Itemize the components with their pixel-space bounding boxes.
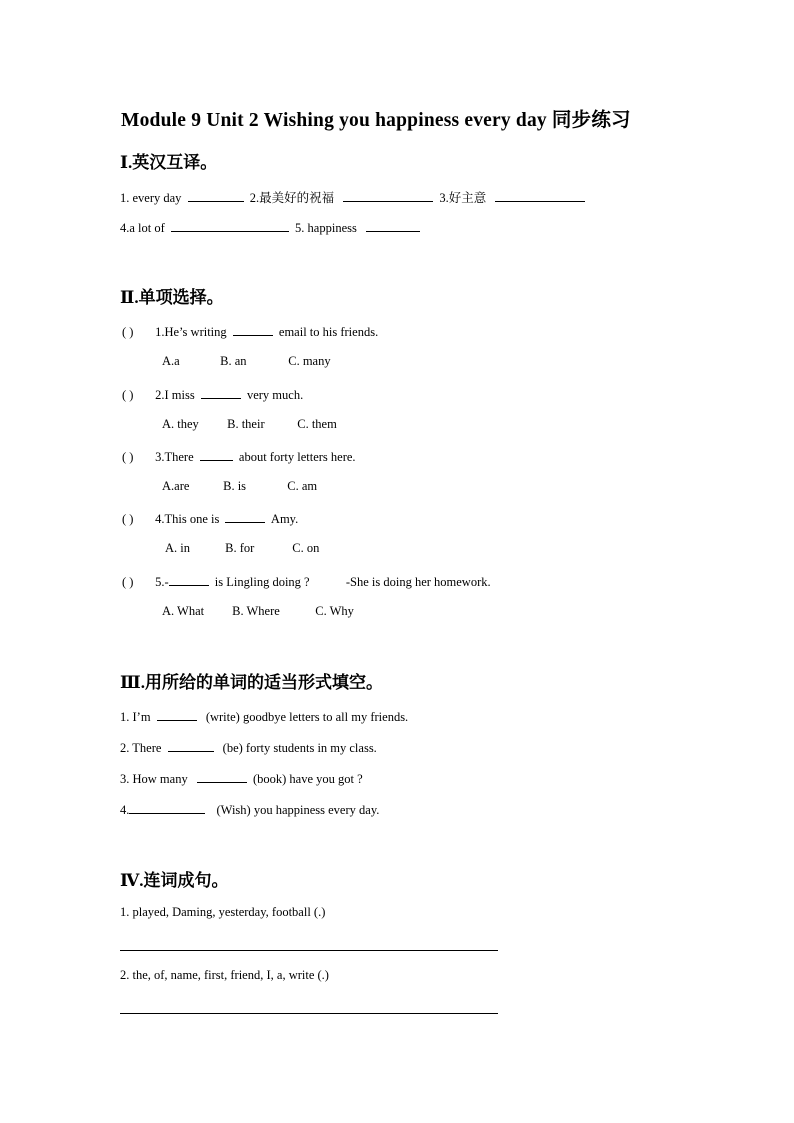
choice-q2-text-end: very much. [246, 388, 304, 402]
translate-q3: 3.好主意 [439, 191, 487, 205]
option-a[interactable]: A.are [162, 479, 190, 493]
fill-q4-text: 4. [120, 803, 130, 817]
answer-blank[interactable] [129, 801, 205, 814]
answer-blank[interactable] [157, 708, 197, 721]
answer-line[interactable] [120, 1013, 498, 1014]
option-c[interactable]: C. them [297, 417, 337, 431]
option-a[interactable]: A. What [162, 604, 205, 618]
choice-q5-text-mid: is Lingling doing ? [214, 575, 310, 589]
section-2-heading: Ⅱ.单项选择。 [120, 288, 224, 307]
choice-q2-options [162, 417, 337, 432]
choice-question-2 [122, 386, 303, 403]
answer-blank[interactable] [197, 770, 247, 783]
answer-blank[interactable] [171, 219, 289, 232]
answer-paren[interactable]: ( ) [122, 575, 134, 589]
choice-q1-text: 1.He’s writing [155, 325, 227, 339]
option-c[interactable]: C. Why [315, 604, 354, 618]
fill-q4-text-end: (Wish) you happiness every day. [216, 803, 380, 817]
translate-q4: 4.a lot of [120, 221, 165, 235]
section-3-heading: Ⅲ.用所给的单词的适当形式填空。 [120, 673, 383, 692]
translate-row-1 [120, 188, 588, 206]
option-b[interactable]: B. is [223, 479, 247, 493]
translate-row-2 [120, 219, 423, 236]
fill-question-3 [120, 770, 363, 787]
answer-paren[interactable]: ( ) [122, 388, 134, 402]
fill-q2-text: 2. There [120, 741, 162, 755]
answer-blank[interactable] [343, 189, 433, 202]
fill-q3-text: 3. How many [120, 772, 188, 786]
option-b[interactable]: B. for [225, 541, 255, 555]
fill-question-1 [120, 708, 408, 725]
fill-q3-text-end: (book) have you got ? [252, 772, 363, 786]
option-a[interactable]: A. they [162, 417, 199, 431]
fill-q1-text-end: (write) goodbye letters to all my friends. [205, 710, 409, 724]
choice-question-4 [122, 510, 298, 527]
choice-q4-text: 4.This one is [155, 512, 220, 526]
fill-question-4 [120, 801, 379, 818]
choice-q2-text: 2.I miss [155, 388, 195, 402]
option-c[interactable]: C. on [292, 541, 320, 555]
choice-q4-text-end: Amy. [270, 512, 299, 526]
answer-blank [201, 386, 241, 399]
answer-paren[interactable]: ( ) [122, 512, 134, 526]
choice-q1-options [162, 354, 331, 369]
answer-blank [200, 448, 233, 461]
answer-blank[interactable] [168, 739, 214, 752]
order-question-2: 2. the, of, name, first, friend, I, a, write (.) [120, 968, 329, 982]
choice-question-5 [122, 573, 491, 590]
choice-q3-text-end: about forty letters here. [238, 450, 356, 464]
choice-q1-text-end: email to his friends. [278, 325, 379, 339]
order-question-1: 1. played, Daming, yesterday, football (.) [120, 905, 326, 919]
answer-blank[interactable] [366, 219, 420, 232]
answer-blank [225, 510, 265, 523]
option-b[interactable]: B. their [227, 417, 265, 431]
choice-q3-options [162, 479, 317, 494]
choice-question-1 [122, 323, 378, 340]
answer-line[interactable] [120, 950, 498, 951]
translate-q5: 5. happiness [295, 221, 357, 235]
section-4-heading: Ⅳ.连词成句。 [120, 871, 229, 890]
answer-blank [233, 323, 273, 336]
option-c[interactable]: C. many [288, 354, 331, 368]
option-a[interactable]: A.a [162, 354, 180, 368]
answer-paren[interactable]: ( ) [122, 450, 134, 464]
choice-q5-options [162, 604, 354, 619]
option-c[interactable]: C. am [287, 479, 318, 493]
translate-q1: 1. every day [120, 191, 182, 205]
option-b[interactable]: B. an [220, 354, 247, 368]
fill-q1-text: 1. I’m [120, 710, 151, 724]
fill-question-2 [120, 739, 377, 756]
choice-q5-reply: -She is doing her homework. [345, 575, 491, 589]
choice-q5-text: 5.- [155, 575, 169, 589]
answer-blank[interactable] [495, 189, 585, 202]
answer-blank[interactable] [188, 189, 244, 202]
page-title: Module 9 Unit 2 Wishing you happiness every day 同步练习 [121, 110, 631, 131]
answer-blank [169, 573, 209, 586]
translate-q2: 2.最美好的祝福 [249, 191, 335, 205]
choice-q3-text: 3.There [155, 450, 194, 464]
option-b[interactable]: B. Where [232, 604, 280, 618]
choice-q4-options [165, 541, 319, 556]
answer-paren[interactable]: ( ) [122, 325, 134, 339]
section-1-heading: Ⅰ.英汉互译。 [120, 153, 218, 172]
fill-q2-text-end: (be) forty students in my class. [222, 741, 377, 755]
option-a[interactable]: A. in [165, 541, 190, 555]
choice-question-3 [122, 448, 356, 465]
